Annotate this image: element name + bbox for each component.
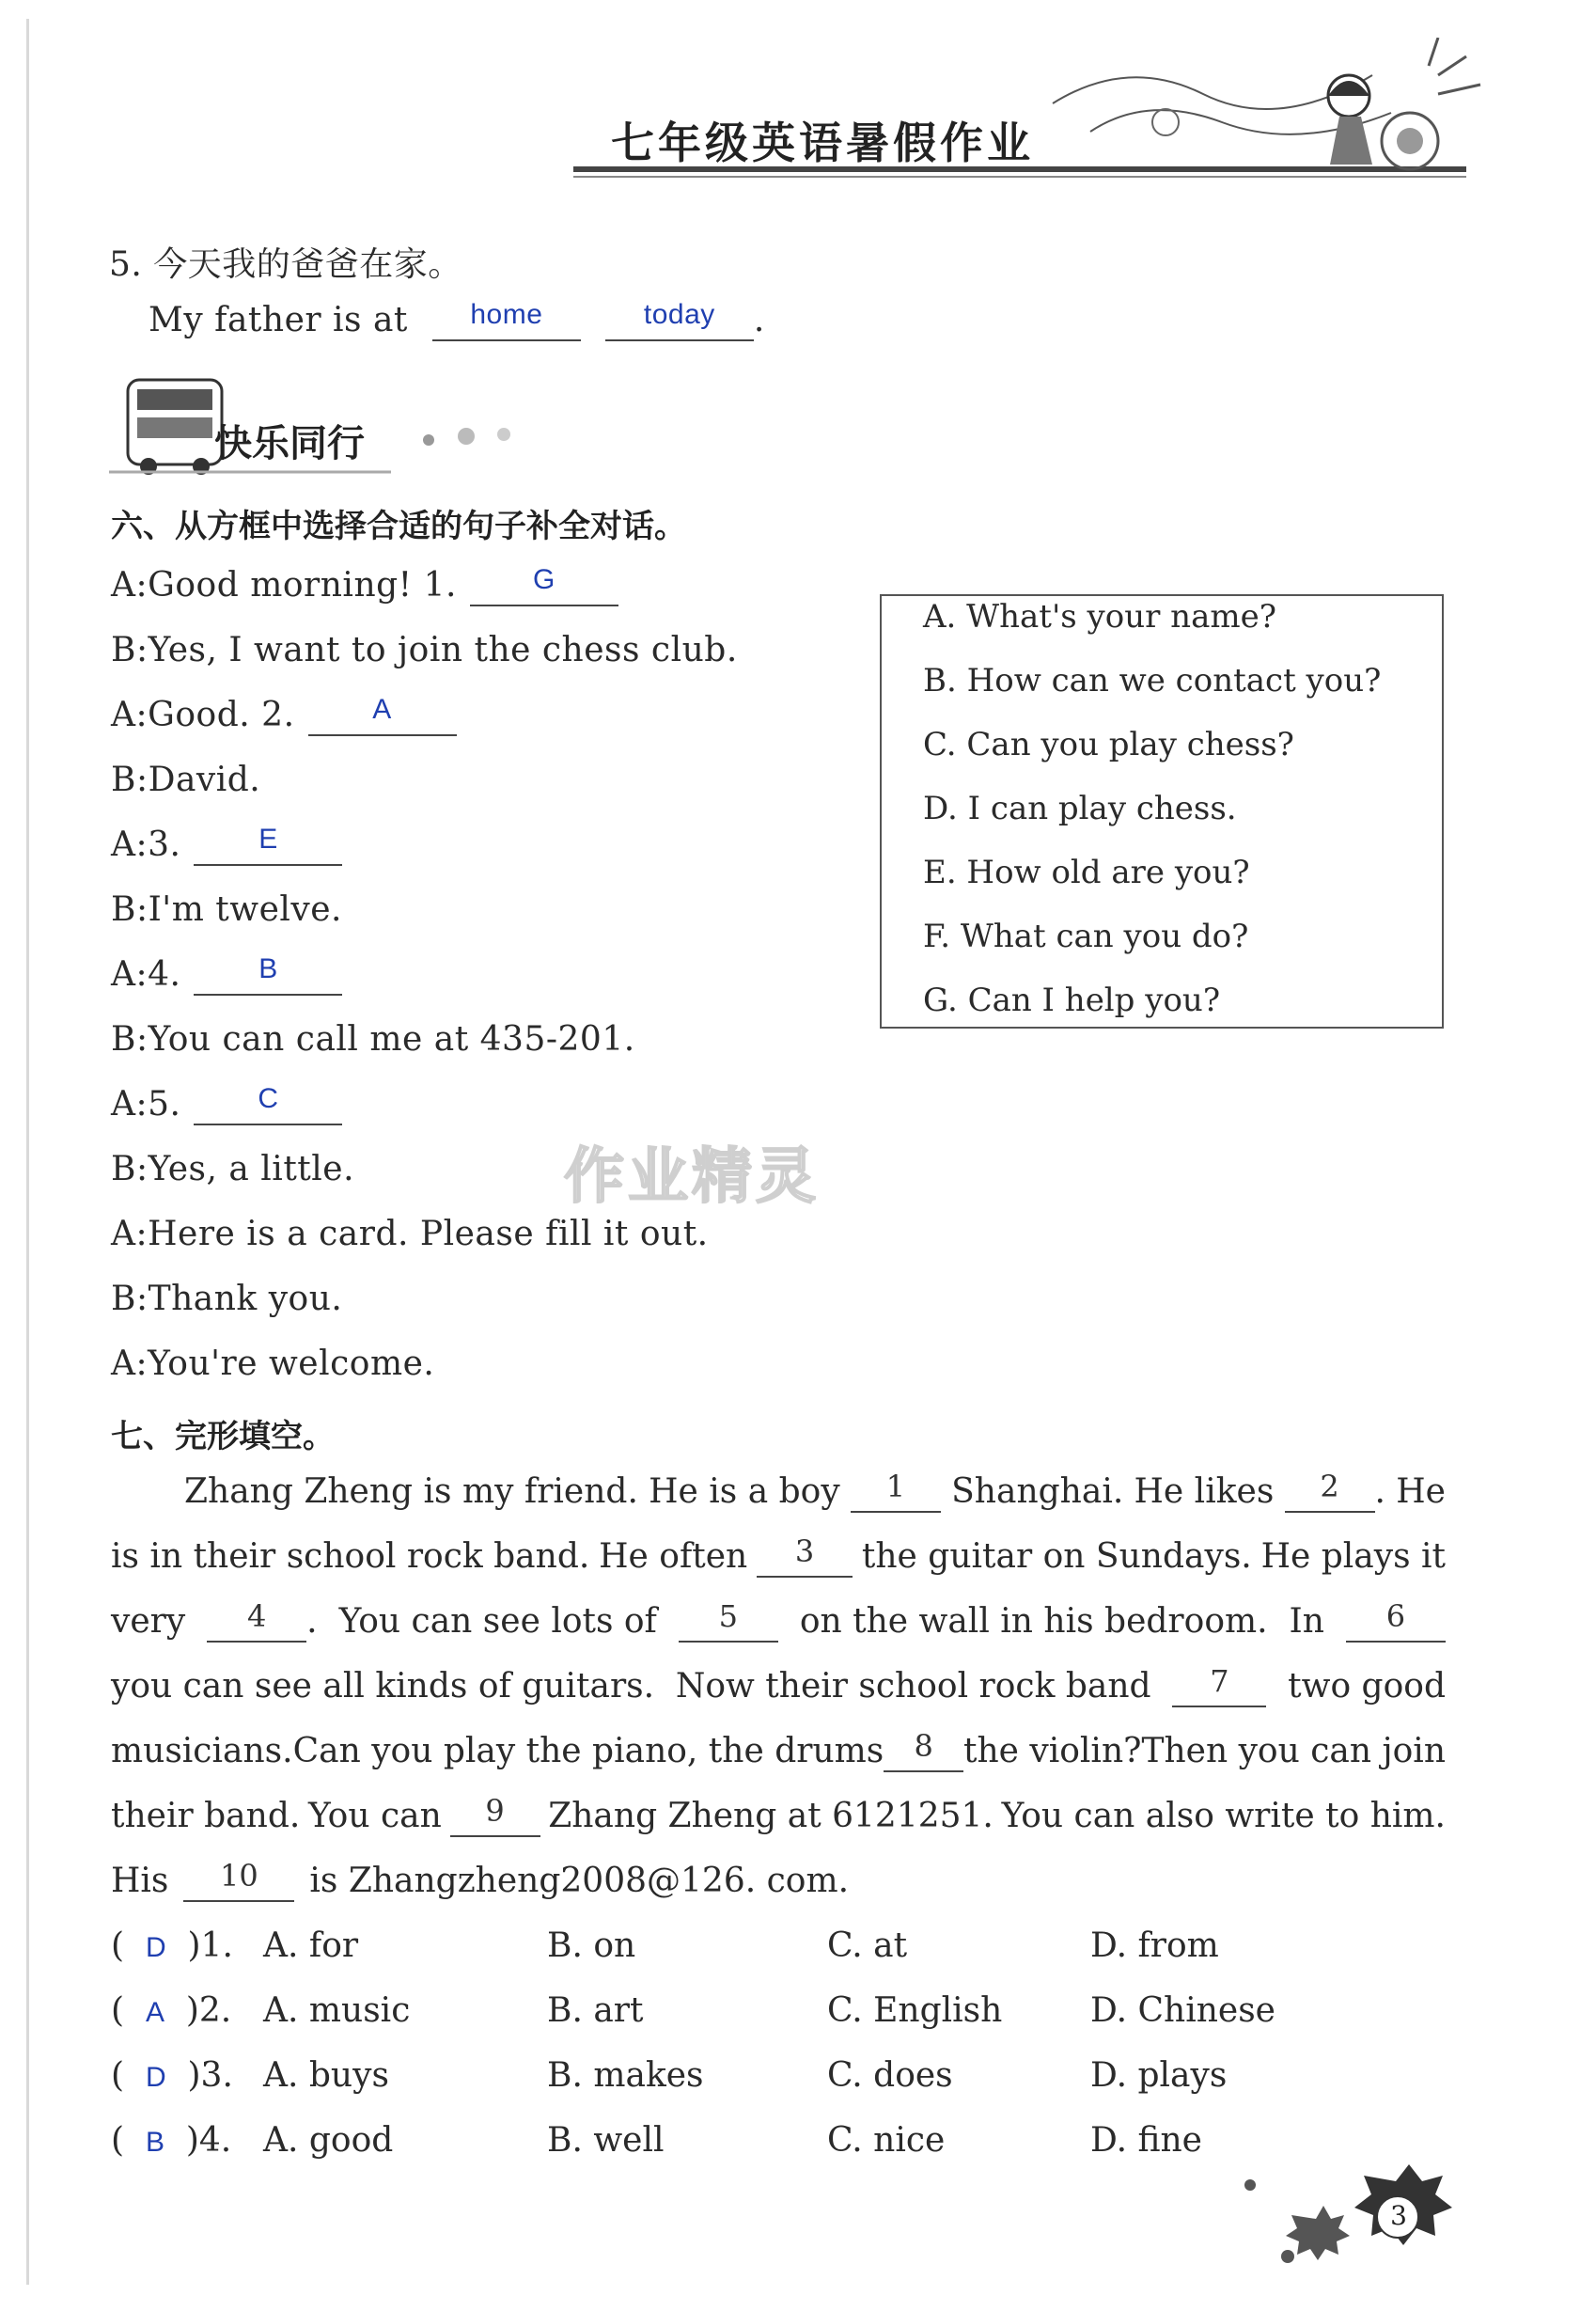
option-c: C. at [827, 1926, 908, 1965]
answer-value: D [145, 2062, 166, 2093]
blank-number: 2 [1320, 1469, 1339, 1504]
answer-blank [194, 825, 342, 866]
blank-number: 4 [246, 1598, 267, 1634]
passage-text: Then you can join [1141, 1732, 1446, 1770]
question-paren: ( D )1. [111, 1926, 233, 1965]
cloze-blank [1172, 1663, 1266, 1707]
option-a: A. good [263, 2121, 394, 2160]
cloze-blank [1346, 1598, 1446, 1643]
cloze-blank [679, 1598, 778, 1643]
answer-blank [470, 566, 618, 606]
passage-text: you can see all kinds of guitars. [111, 1667, 655, 1706]
option-a: A. buys [263, 2056, 389, 2095]
option-c: C. English [827, 1991, 1003, 2030]
q5-sentence [149, 301, 765, 341]
question-paren: ( D )3. [111, 2056, 233, 2095]
q5-answer-1: home [470, 299, 543, 330]
dialogue-line [111, 955, 342, 996]
answer-value: B [258, 953, 278, 984]
answer-value: B [145, 2127, 164, 2158]
flower-decoration-icon [1222, 2162, 1466, 2285]
passage-line [111, 1728, 1446, 1772]
option-a: A. music [263, 1991, 411, 2030]
option-item: B. How can we contact you? [923, 662, 1382, 700]
answer-value: G [533, 564, 555, 595]
cloze-blank [207, 1598, 306, 1643]
passage-text: Zhang Zheng is my friend. [184, 1472, 638, 1511]
passage-text: Now their school rock band [675, 1667, 1151, 1706]
q5-blank-2 [605, 301, 754, 341]
line-text: A:Good. 2. [111, 696, 295, 734]
passage-line [111, 1533, 1446, 1578]
banner-title: 快乐同行 [214, 422, 365, 465]
option-item: G. Can I help you? [923, 982, 1221, 1019]
page-number: 3 [1390, 2200, 1407, 2231]
watermark: 作业精灵 [564, 1142, 820, 1212]
option-a: A. for [263, 1926, 359, 1965]
cloze-blank [1285, 1469, 1375, 1513]
option-item: E. How old are you? [923, 854, 1250, 891]
passage-line [184, 1469, 1446, 1513]
blank-number: 1 [885, 1469, 906, 1504]
options-box [880, 594, 1444, 1029]
blank-number: 9 [485, 1793, 505, 1829]
answer-value: C [258, 1083, 279, 1114]
option-b: B. art [547, 1991, 644, 2030]
passage-text: He plays it [1260, 1537, 1446, 1576]
passage-line [111, 1663, 1446, 1707]
answer-value: D [145, 1932, 166, 1963]
answer-value: E [258, 824, 278, 855]
answer-value: A [145, 1997, 164, 2028]
dialogue-line [111, 1085, 342, 1125]
option-b: B. makes [547, 2056, 704, 2095]
dialogue-line [111, 825, 342, 866]
passage-text: two good [1288, 1667, 1446, 1706]
option-d: D. from [1090, 1926, 1219, 1965]
passage-text: He often [599, 1537, 748, 1576]
passage-text: the guitar on Sundays. [861, 1537, 1252, 1576]
cloze-blank [450, 1793, 540, 1837]
answer-value: A [372, 694, 392, 725]
question-number: )3. [187, 2056, 233, 2095]
dialogue-line: A:You're welcome. [111, 1344, 435, 1383]
option-b: B. on [547, 1926, 636, 1965]
dialogue-line: B:Yes, I want to join the chess club. [111, 631, 738, 669]
passage-text: Shanghai. [951, 1472, 1124, 1511]
dialogue-line: B:I'm twelve. [111, 890, 342, 929]
line-text: A:Good morning! 1. [111, 566, 457, 605]
cloze-blank [851, 1469, 941, 1513]
dialogue-line: A:Here is a card. Please fill it out. [111, 1215, 709, 1253]
option-item: A. What's your name? [923, 598, 1276, 636]
q5-prompt: 5. 今天我的爸爸在家。 [109, 245, 462, 284]
passage-text: musicians. [111, 1732, 293, 1770]
passage-text: . [306, 1602, 318, 1641]
option-d: D. plays [1090, 2056, 1228, 2095]
blank-number: 3 [794, 1533, 815, 1569]
passage-text: He is a boy [649, 1472, 840, 1511]
passage-text: He [1396, 1472, 1446, 1511]
dialogue-line [111, 566, 618, 606]
passage-text: is in their school rock band. [111, 1537, 590, 1576]
option-item: C. Can you play chess? [923, 726, 1294, 763]
passage-text: His [111, 1862, 169, 1900]
dialogue-line: B:Yes, a little. [111, 1150, 355, 1188]
passage-text: very [111, 1602, 186, 1641]
passage-text: on the wall in his bedroom. [799, 1602, 1268, 1641]
blank-number: 6 [1385, 1598, 1406, 1634]
passage-text: Can you play the piano, the drums [292, 1732, 884, 1770]
sec7-title: 七、完形填空。 [111, 1418, 335, 1455]
line-text: A:3. [111, 825, 181, 864]
question-number: )4. [185, 2121, 232, 2160]
blank-number: 5 [718, 1598, 739, 1634]
sec6-title: 六、从方框中选择合适的句子补全对话。 [111, 508, 686, 545]
dialogue-line: B:David. [111, 761, 261, 799]
passage-text: You can also write to him. [1001, 1797, 1446, 1835]
q5-blank-1 [432, 301, 581, 341]
q5-period: . [753, 301, 765, 339]
passage-line [111, 1598, 1446, 1643]
question-paren: ( B )4. [111, 2121, 232, 2160]
passage-text: Zhang Zheng at 6121251. [548, 1797, 994, 1835]
passage-text: You can [308, 1797, 442, 1835]
blank-number: 7 [1210, 1663, 1229, 1699]
answer-blank [308, 696, 457, 736]
cloze-blank [757, 1533, 853, 1578]
option-d: D. fine [1090, 2121, 1202, 2160]
cloze-blank [884, 1728, 963, 1772]
passage-text: the violin? [962, 1732, 1142, 1770]
question-paren: ( A )2. [111, 1991, 232, 2030]
dialogue-line [111, 696, 457, 736]
question-number: )2. [185, 1991, 232, 2030]
passage-text: You can see lots of [338, 1602, 657, 1641]
passage-text: . [1374, 1472, 1385, 1511]
q5-answer-2: today [643, 299, 715, 330]
passage-text: In [1289, 1602, 1324, 1641]
passage-line [111, 1793, 1446, 1837]
option-c: C. does [827, 2056, 953, 2095]
option-item: D. I can play chess. [923, 790, 1237, 827]
cloze-blank [183, 1858, 294, 1902]
blank-number: 10 [220, 1858, 258, 1894]
option-d: D. Chinese [1090, 1991, 1275, 2030]
line-text: A:5. [111, 1085, 181, 1124]
question-number: )1. [187, 1926, 233, 1965]
blank-number: 8 [914, 1728, 933, 1764]
answer-blank [194, 955, 342, 996]
dialogue-line: B:You can call me at 435-201. [111, 1020, 635, 1059]
passage-text: is Zhangzheng2008@126. com. [309, 1862, 850, 1900]
option-b: B. well [547, 2121, 665, 2160]
line-text: A:4. [111, 955, 181, 994]
answer-blank [194, 1085, 342, 1125]
passage-text: their band. [111, 1797, 301, 1835]
passage-text: He likes [1134, 1472, 1275, 1511]
page-edge [26, 19, 29, 2285]
passage-line [111, 1858, 1446, 1902]
dialogue-line: B:Thank you. [111, 1280, 343, 1318]
option-item: F. What can you do? [923, 918, 1249, 955]
option-c: C. nice [827, 2121, 946, 2160]
q5-sentence-text: My father is at [149, 301, 408, 339]
header-title: 七年级英语暑假作业 [611, 118, 1034, 168]
